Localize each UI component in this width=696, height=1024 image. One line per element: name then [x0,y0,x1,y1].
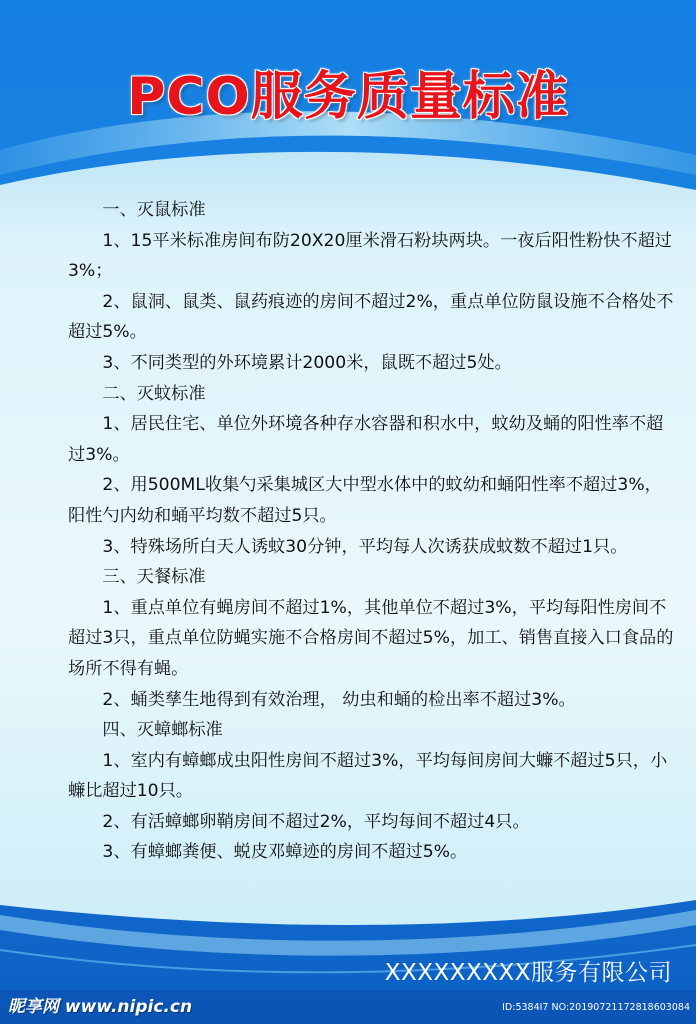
site-logo: 昵享网 www.nipic.cn [8,997,193,1017]
standard-item: 2、蛹类孳生地得到有效治理， 幼虫和蛹的检出率不超过3%。 [102,689,576,710]
section-heading: 一、灭鼠标准 [102,200,206,220]
standard-item: 1、室内有蟑螂成虫阳性房间不超过3%，平均每间房间大蠊不超过5只，小蠊比超过10只。 [68,750,668,802]
section-heading: 四、灭蟑螂标准 [102,720,223,741]
standard-item: 1、15平米标准房间布防20X20厘米滑石粉块两块。一夜后阳性粉快不超过3%； [68,230,672,282]
watermark-bar [0,990,696,1024]
standard-item: 2、鼠洞、鼠类、鼠药痕迹的房间不超过2%，重点单位防鼠设施不合格处不超过5%。 [68,291,674,343]
standard-item: 3、有蟑螂粪便、蜕皮邓蟑迹的房间不超过5%。 [102,842,468,863]
section-heading: 三、天餐标准 [102,567,206,588]
standard-item: 3、特殊场所白天人诱蚊30分钟，平均每人次诱获成蚊数不超过1只。 [102,536,628,557]
standard-item: 2、用500ML收集勺采集城区大中型水体中的蚊幼和蛹阳性率不超过3%，阳性勺内幼和蛹平均数不超过5只。 [68,475,662,526]
standard-item: 2、有活蟑螂卵鞘房间不超过2%，平均每间不超过4只。 [102,811,530,832]
standards-text [68,195,674,868]
standard-item: 3、不同类型的外环境累计2000米，鼠既不超过5处。 [102,352,512,373]
section-heading: 二、灭蚊标准 [102,383,206,404]
standard-item: 1、居民住宅、单位外环境各种存水容器和积水中，蚊幼及蛹的阳性率不超过3%。 [68,414,664,465]
standard-item: 1、重点单位有蝇房间不超过1%，其他单位不超过3%，平均每阳性房间不超过3只，重点单位防蝇实施不合格房间不超过5%，加工、销售直接入口食品的场所不得有蝇。 [68,597,674,679]
company-name: XXXXXXXXX服务有限公司 [384,960,672,986]
poster-title: PCO服务质量标准 [127,67,569,127]
image-id: ID:5384I7 NO:20190721172818603084 [502,1002,690,1013]
